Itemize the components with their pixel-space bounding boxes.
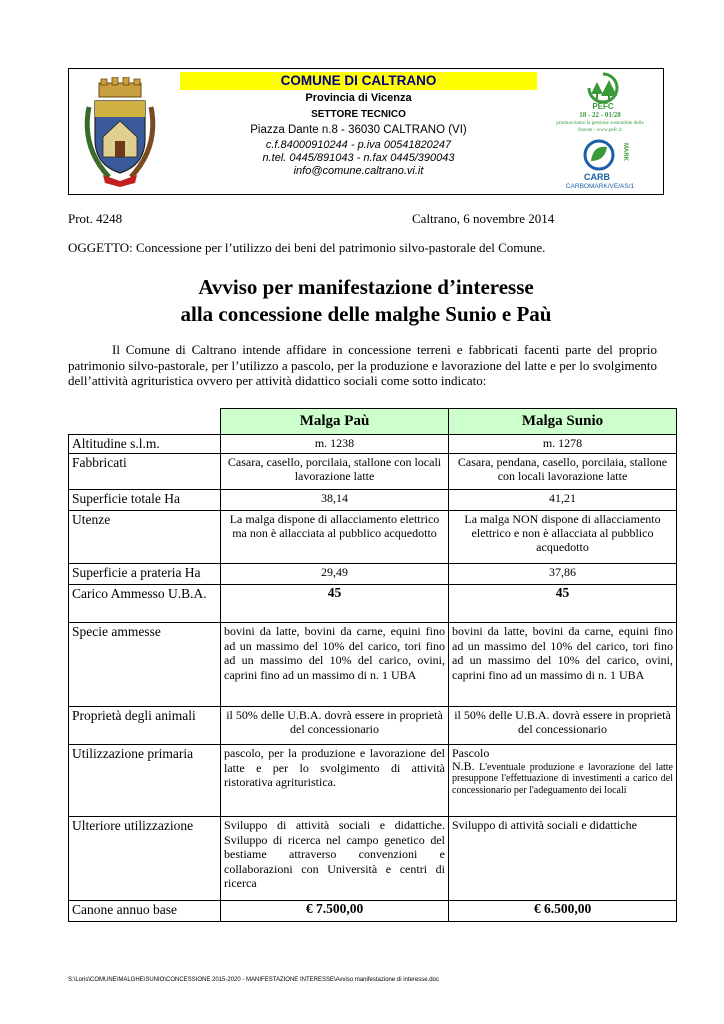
cell-pau: € 7.500,00: [221, 901, 449, 922]
row-label: Altitudine s.l.m.: [69, 435, 221, 454]
table-row: [69, 623, 677, 707]
phone-fax: n.tel. 0445/891043 - n.fax 0445/390043: [262, 152, 455, 164]
row-label: Proprietà degli animali: [69, 707, 221, 745]
row-label: Superficie a prateria Ha: [69, 564, 221, 585]
table-row: [69, 454, 677, 490]
row-label: Utilizzazione primaria: [69, 745, 221, 817]
cell-pau: 29,49: [221, 564, 449, 585]
tax-ids: c.f.84000910244 - p.iva 00541820247: [265, 139, 452, 151]
cell-sunio: [449, 745, 677, 817]
cell-pau: pascolo, per la produzione e lavorazione del latte e per lo svolgimento di attività ristorativa agrituristica.: [221, 745, 449, 817]
table-row: [69, 435, 677, 454]
document-title-line-2: alla concessione delle malghe Sunio e Paù: [180, 302, 552, 326]
intro-paragraph: [68, 342, 657, 389]
pefc-slogan-line-2: foreste - www.pefc.it: [578, 127, 622, 133]
coat-of-arms-icon: [79, 77, 161, 187]
pefc-slogan-line-1: promuoviamo la gestione sostenibile delle: [556, 120, 644, 126]
table-row: [69, 901, 677, 922]
pefc-tree-logo-icon: [579, 72, 627, 110]
cell-pau: La malga dispone di allacciamento elettrico ma non è allacciata al pubblico acquedotto: [221, 511, 449, 564]
cell-pau: Sviluppo di attività sociali e didattiche. Sviluppo di ricerca nel campo genetico del bestiame attraverso convenzioni e collaborazioni con Università e centri di ricerca: [221, 817, 449, 901]
table-row: [69, 745, 677, 817]
cell-sunio: 45: [449, 585, 677, 623]
note-prefix: N.B.: [452, 758, 475, 773]
intro-text: Il Comune di Caltrano intende affidare in concessione terreni e fabbricati facenti parte del proprio patrimonio silvo-pastorale, per l’utilizzo a pascolo, per la produzione e lavorazione del latte e per lo svolgimento dell’attività agrituristica ovvero per attività didattico sociali come sotto indicato:: [68, 342, 657, 389]
municipality-name: COMUNE DI CALTRANO: [180, 72, 537, 90]
cell-pau: m. 1238: [221, 435, 449, 454]
cell-sunio: € 6.500,00: [449, 901, 677, 922]
file-path-footer: S:\Loris\COMUNE\MALGHE\SUNIO\CONCESSIONE 2015-2020 - MANIFESTAZIONE INTERESSE\Avviso manifestazione di interesse.doc: [68, 977, 439, 983]
primary-use-sunio-note: [452, 758, 673, 797]
row-label: Canone annuo base: [69, 901, 221, 922]
cell-sunio: Casara, pendana, casello, porcilaia, stallone con locali lavorazione latte: [449, 454, 677, 490]
letterhead: [68, 68, 664, 195]
table-row: [69, 490, 677, 511]
note-text: L'eventuale produzione e lavorazione del latte presuppone l'effettuazione di investimenti a carico del concessionario per l'adeguamento dei locali: [452, 761, 673, 796]
email: info@comune.caltrano.vi.it: [293, 165, 424, 177]
header-empty-cell: [69, 409, 221, 435]
table-row: [69, 707, 677, 745]
department: SETTORE TECNICO: [311, 109, 406, 120]
place-date: Caltrano, 6 novembre 2014: [412, 211, 555, 226]
table-row: [69, 564, 677, 585]
carbomark-leaf-logo-icon: [575, 137, 633, 182]
row-label: Superficie totale Ha: [69, 490, 221, 511]
row-label: Fabbricati: [69, 454, 221, 490]
protocol-number: Prot. 4248: [68, 211, 123, 226]
primary-use-sunio: Pascolo: [452, 746, 490, 760]
cell-sunio: 37,86: [449, 564, 677, 585]
cell-sunio: m. 1278: [449, 435, 677, 454]
pefc-slogan: [539, 120, 661, 134]
pefc-name: PEFC: [592, 102, 614, 110]
row-label: Specie ammesse: [69, 623, 221, 707]
cell-pau: bovini da latte, bovini da carne, equini fino ad un massimo del 10% del carico, tori fino ad un massimo del 10% del carico, ovini, caprini fino ad un massimo di n. 1 UBA: [221, 623, 449, 707]
carbo-name: CARB: [584, 172, 610, 182]
row-label: Ulteriore utilizzazione: [69, 817, 221, 901]
cell-pau: 38,14: [221, 490, 449, 511]
document-title-line-1: Avviso per manifestazione d’interesse: [198, 275, 534, 299]
header-malga-pau: Malga Paù: [221, 409, 449, 435]
table-row: [69, 585, 677, 623]
table-row: [69, 511, 677, 564]
cell-sunio: La malga NON dispone di allacciamento elettrico e non è allacciata al pubblico acquedotto: [449, 511, 677, 564]
carbomark-code: CARBOMARK/VE/AS/1: [565, 183, 635, 190]
cell-pau: il 50% delle U.B.A. dovrà essere in proprietà del concessionario: [221, 707, 449, 745]
cell-sunio: Sviluppo di attività sociali e didattiche: [449, 817, 677, 901]
cell-sunio: 41,21: [449, 490, 677, 511]
cell-pau: 45: [221, 585, 449, 623]
malghe-table: [68, 408, 677, 922]
province: Provincia di Vicenza: [305, 92, 412, 104]
table-row: [69, 817, 677, 901]
address: Piazza Dante n.8 - 36030 CALTRANO (VI): [250, 124, 467, 136]
row-label: Utenze: [69, 511, 221, 564]
table-header-row: [69, 409, 677, 435]
pefc-code: 18 - 22 - 01/28: [579, 111, 621, 119]
carbo-side-text: MARK: [622, 143, 628, 161]
cell-pau: Casara, casello, porcilaia, stallone con locali lavorazione latte: [221, 454, 449, 490]
header-malga-sunio: Malga Sunio: [449, 409, 677, 435]
cell-sunio: il 50% delle U.B.A. dovrà essere in proprietà del concessionario: [449, 707, 677, 745]
cell-sunio: bovini da latte, bovini da carne, equini fino ad un massimo del 10% del carico, tori fino ad un massimo del 10% del carico, ovini, caprini fino ad un massimo di n. 1 UBA: [449, 623, 677, 707]
subject-line: OGGETTO: Concessione per l’utilizzo dei beni del patrimonio silvo-pastorale del Comune.: [68, 240, 546, 255]
row-label: Carico Ammesso U.B.A.: [69, 585, 221, 623]
